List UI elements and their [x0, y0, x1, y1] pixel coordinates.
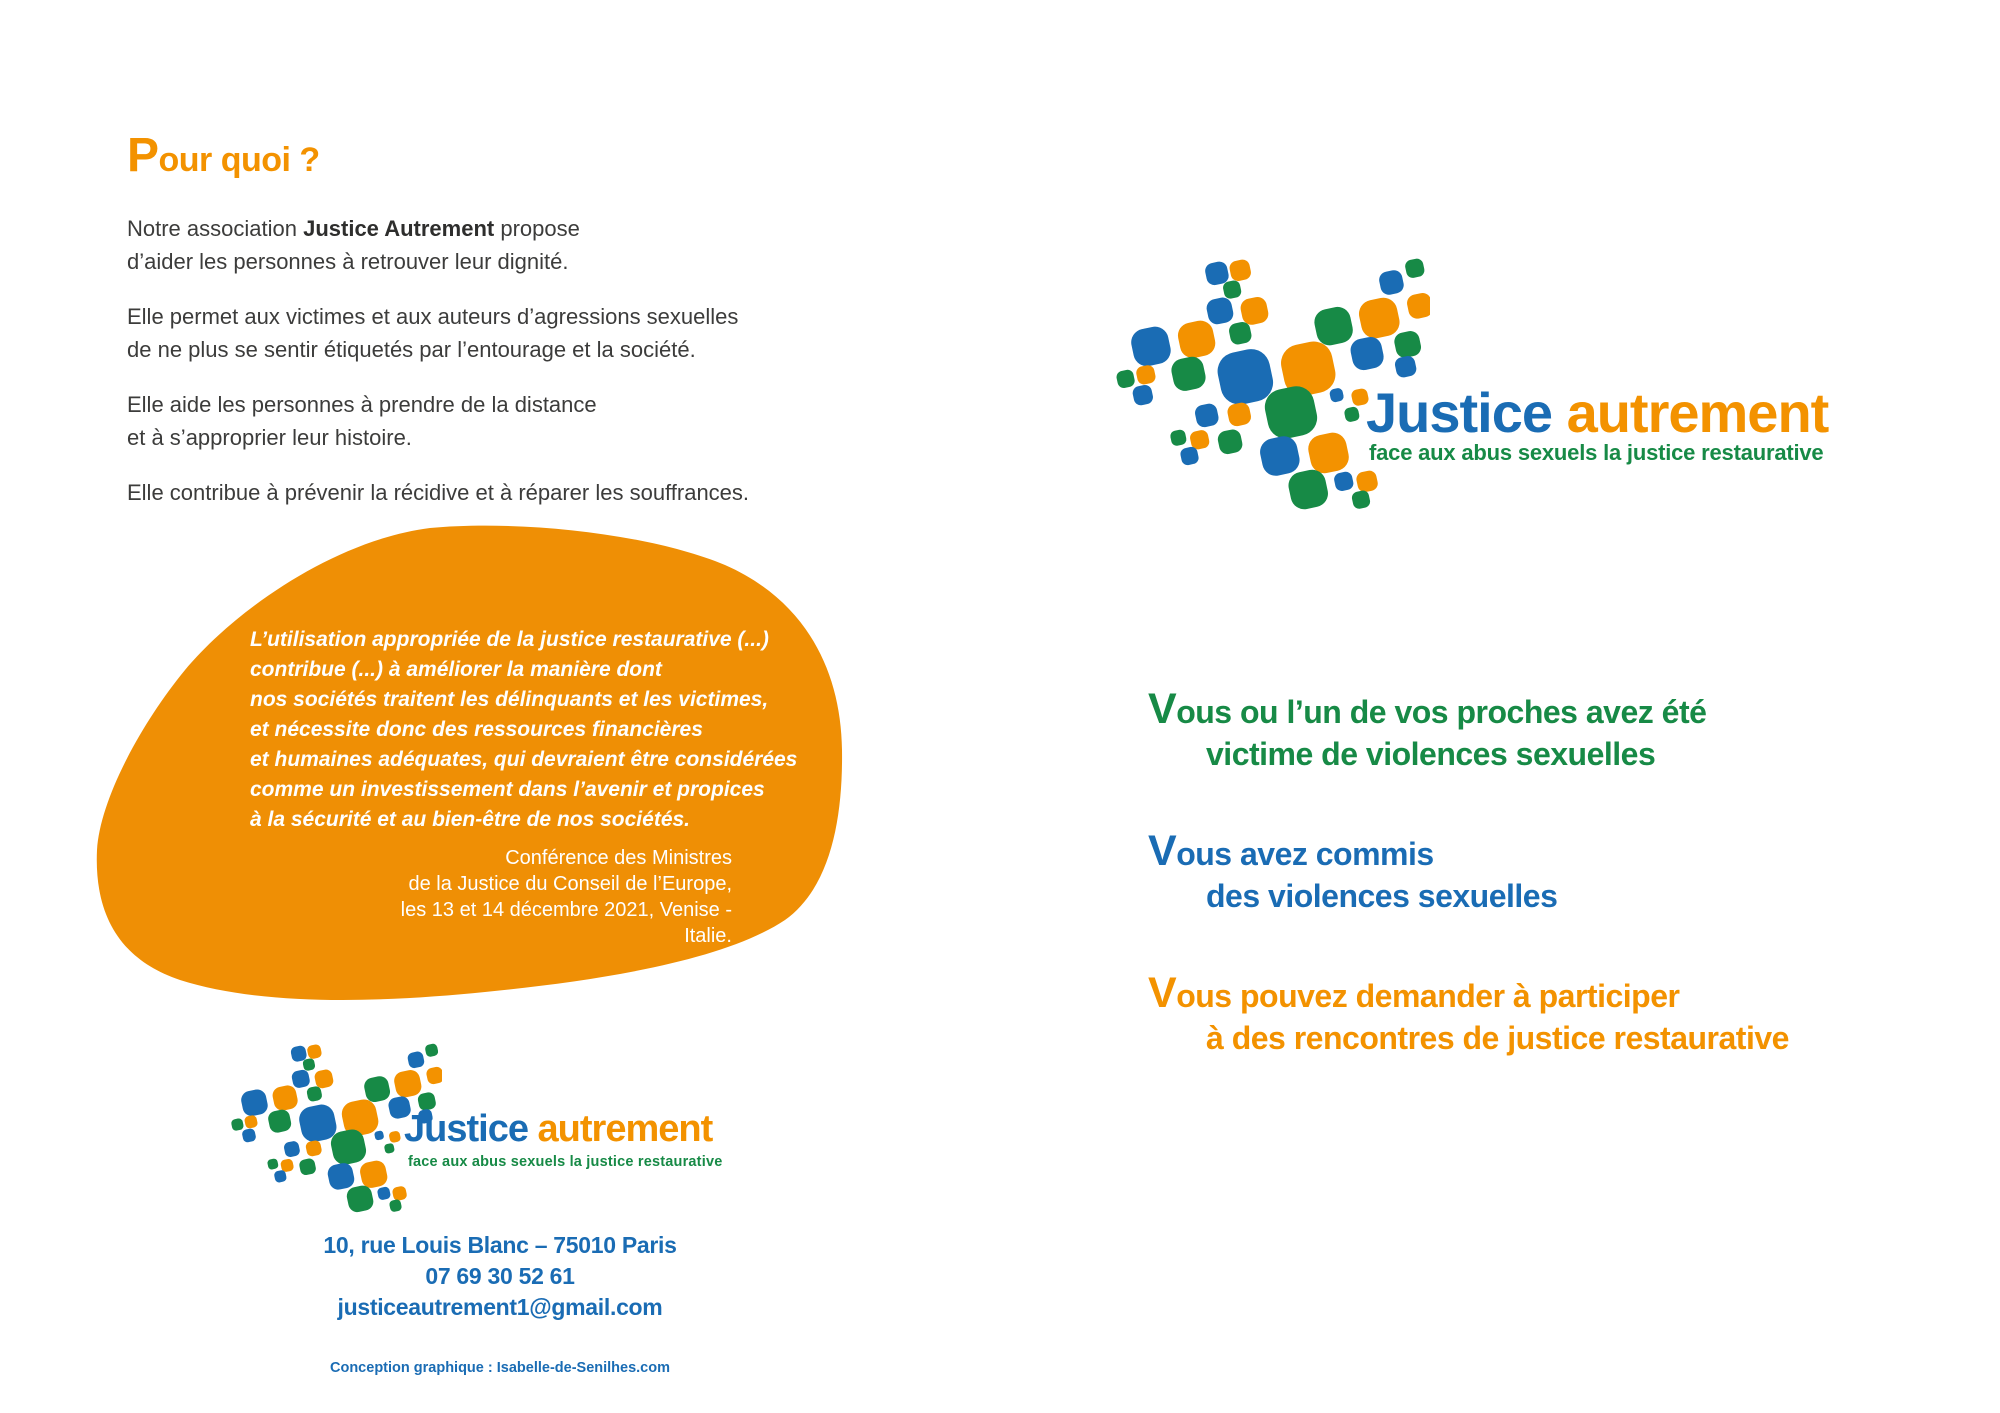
- quote-attribution: [380, 845, 732, 949]
- paragraph-victims: Elle permet aux victimes et aux auteurs d’agressions sexuelles de ne plus se sentir étiquetés par l’entourage et la société.: [127, 304, 739, 362]
- intro-paragraphs: [127, 212, 907, 531]
- contact-phone: 07 69 30 52 61: [425, 1263, 575, 1289]
- contact-address: 10, rue Louis Blanc – 75010 Paris: [323, 1232, 677, 1258]
- quote-line: nos sociétés traitent les délinquants et les victimes,: [250, 688, 769, 711]
- title-dropcap: P: [127, 129, 159, 182]
- heading-victim: Vous ou l’un de vos proches avez été victime de violences sexuelles: [1148, 685, 1707, 772]
- quote-line: comme un investissement dans l’avenir et propices: [250, 778, 765, 801]
- logo-wordmark: Justice autrement: [1366, 381, 1829, 444]
- heading-participate: Vous pouvez demander à participer à des rencontres de justice restaurative: [1148, 969, 1789, 1056]
- contact-email: justiceautrement1@gmail.com: [337, 1294, 663, 1320]
- title-rest: our quoi ?: [158, 141, 320, 179]
- contact-block: [240, 1230, 760, 1323]
- logo-tagline: face aux abus sexuels la justice restaurative: [1369, 440, 1824, 465]
- quote-line: et humaines adéquates, qui devraient être considérées: [250, 748, 798, 771]
- heading-offender: Vous avez commis des violences sexuelles: [1148, 827, 1558, 914]
- association-name: Justice Autrement: [303, 216, 495, 241]
- quote-line: contribue (...) à améliorer la manière dont: [250, 658, 662, 681]
- audience-headings: [1148, 685, 1789, 1114]
- quote-line: et nécessite donc des ressources financières: [250, 718, 703, 741]
- logo-wordmark: Justice autrement: [404, 1108, 713, 1150]
- paragraph-distance: Elle aide les personnes à prendre de la distance et à s’approprier leur histoire.: [127, 392, 597, 450]
- logo-tagline: face aux abus sexuels la justice restaurative: [408, 1154, 723, 1170]
- attribution-line: les 13 et 14 décembre 2021, Venise - Italie.: [400, 899, 732, 947]
- quote-text: [250, 625, 810, 835]
- attribution-line: de la Justice du Conseil de l’Europe,: [408, 873, 732, 895]
- paragraph-intro: Notre association Justice Autrement propose d’aider les personnes à retrouver leur dignité.: [127, 216, 580, 274]
- attribution-line: Conférence des Ministres: [505, 847, 732, 869]
- quote-line: L’utilisation appropriée de la justice restaurative (...): [250, 628, 769, 651]
- paragraph-recidive: Elle contribue à prévenir la récidive et à réparer les souffrances.: [127, 480, 750, 505]
- design-credit: Conception graphique : Isabelle-de-Senilhes.com: [330, 1360, 670, 1376]
- quote-line: à la sécurité et au bien-être de nos sociétés.: [250, 808, 691, 831]
- page-title: [127, 129, 320, 182]
